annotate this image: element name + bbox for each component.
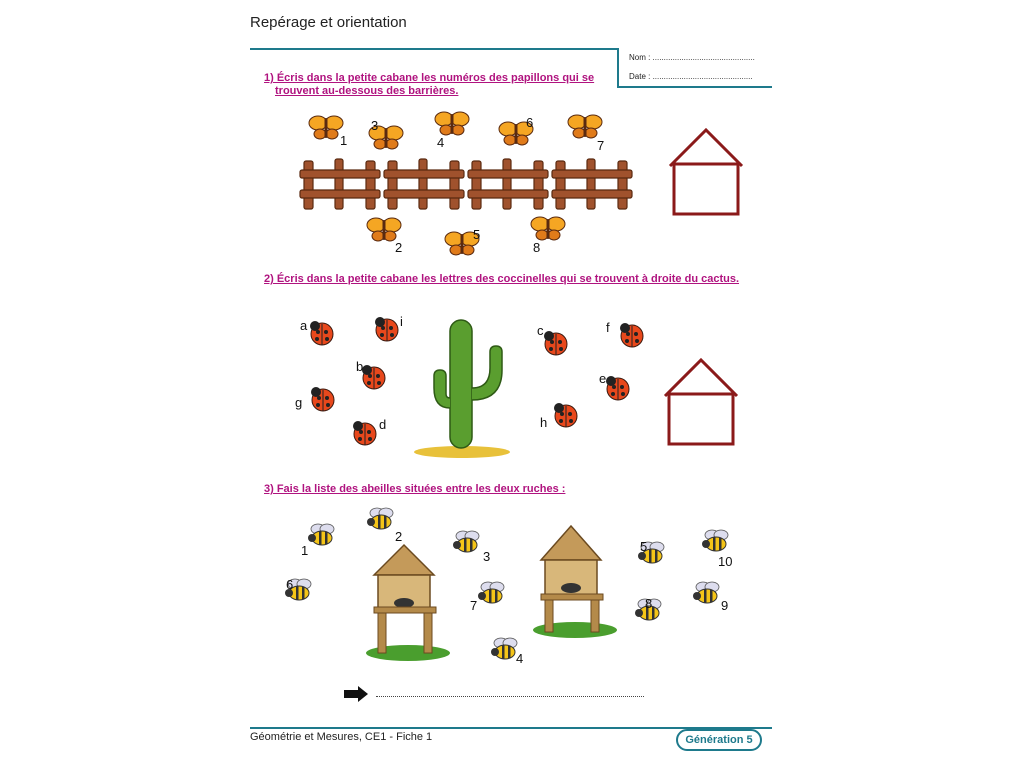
header-rule: [250, 48, 618, 50]
question-1-line-2: trouvent au-dessous des barrières.: [275, 85, 459, 97]
bee-number: 3: [483, 549, 491, 564]
name-date-box: [617, 48, 772, 88]
bee-number: 1: [301, 543, 309, 558]
butterfly: [452, 124, 472, 144]
bee-number: 4: [516, 651, 524, 666]
fences-illustration: [300, 155, 635, 215]
bee-number: 10: [718, 554, 733, 569]
ladybug-letter: g: [295, 395, 303, 410]
arrow-right-icon: [344, 686, 370, 702]
bee-number: 9: [721, 598, 729, 613]
ladybug-letter: f: [606, 320, 610, 335]
page-title: Repérage et orientation: [250, 14, 407, 31]
bee-number: 8: [645, 596, 653, 611]
answer-house-2[interactable]: [663, 358, 741, 448]
ladybug: [556, 344, 580, 368]
footer-text: Géométrie et Mesures, CE1 - Fiche 1: [250, 731, 433, 743]
ladybug-letter: b: [356, 359, 364, 374]
ladybug-letter: i: [400, 314, 403, 329]
ladybug-letter: h: [540, 415, 548, 430]
bee: [492, 596, 516, 616]
brand-badge: Génération 5: [676, 729, 762, 751]
ladybug: [323, 400, 347, 424]
ladybug: [365, 434, 389, 458]
ladybug-letter: a: [300, 318, 308, 333]
beehive-2: [531, 524, 619, 642]
bee: [322, 538, 346, 558]
bee: [649, 613, 673, 633]
answer-house-1[interactable]: [668, 128, 746, 218]
date-field[interactable]: Date : .............................................: [629, 72, 753, 81]
butterfly-number: 4: [437, 135, 445, 150]
nom-field[interactable]: Nom : ..............................................: [629, 53, 755, 62]
butterfly-number: 7: [597, 138, 605, 153]
question-3: 3) Fais la liste des abeilles situées entre les deux ruches :: [264, 483, 566, 495]
bee-number: 5: [640, 539, 648, 554]
ladybug: [632, 336, 656, 360]
ladybug-letter: d: [379, 417, 387, 432]
butterfly-number: 6: [526, 115, 534, 130]
butterfly-number: 2: [395, 240, 403, 255]
bee: [652, 556, 676, 576]
butterfly: [516, 134, 536, 154]
butterfly-number: 5: [473, 227, 481, 242]
bee-number: 7: [470, 598, 478, 613]
bee-number: 6: [286, 577, 294, 592]
question-2: 2) Écris dans la petite cabane les lettres des coccinelles qui se trouvent à droite du cactus.: [264, 273, 740, 285]
butterfly-number: 8: [533, 240, 541, 255]
question-1-line-1: 1) Écris dans la petite cabane les numéros des papillons qui se: [264, 72, 595, 84]
beehive-1: [364, 543, 452, 661]
butterfly-number: 1: [340, 133, 348, 148]
bee: [299, 593, 323, 613]
ladybug-letter: c: [537, 323, 544, 338]
cactus-illustration: [412, 318, 516, 460]
ladybug: [374, 378, 398, 402]
butterfly-number: 3: [371, 118, 379, 133]
ladybug: [322, 334, 346, 358]
butterfly: [548, 229, 568, 249]
ladybug: [387, 330, 411, 354]
answer-line[interactable]: [376, 686, 644, 697]
ladybug-letter: e: [599, 371, 607, 386]
butterfly: [386, 138, 406, 158]
butterfly: [462, 244, 482, 264]
ladybug: [618, 389, 642, 413]
ladybug: [566, 416, 590, 440]
bee-number: 2: [395, 529, 403, 544]
